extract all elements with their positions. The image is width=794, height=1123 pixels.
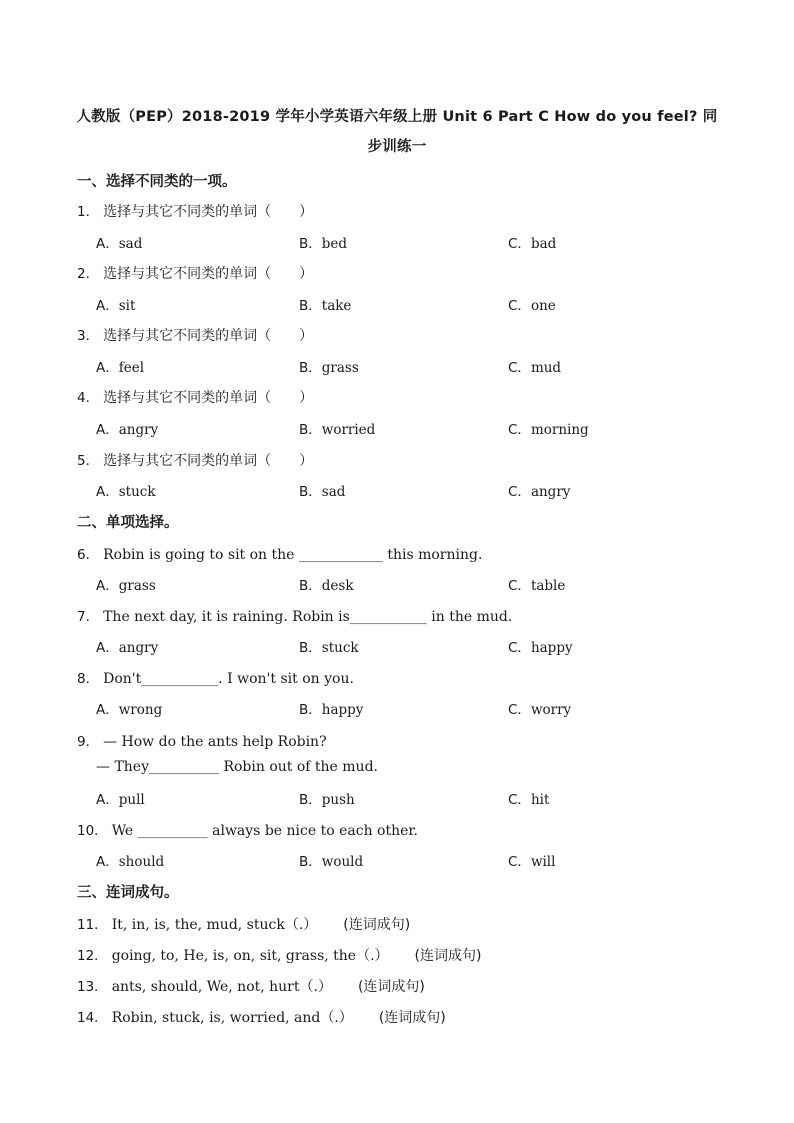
option-text: one — [530, 298, 556, 314]
option-text: sit — [118, 298, 136, 314]
option-b — [299, 418, 375, 438]
option-label: A． — [96, 360, 119, 376]
option-label: B． — [299, 484, 322, 500]
option-text: sad — [118, 236, 143, 252]
option-a — [96, 574, 156, 594]
option-label: C． — [508, 360, 531, 376]
question-stem: Robin, stuck, is, worried, and（.） — [111, 1010, 353, 1026]
option-a — [96, 480, 156, 500]
question-12 — [77, 944, 481, 965]
option-text: happy — [321, 702, 364, 718]
option-text: morning — [530, 422, 589, 438]
question-8 — [77, 667, 354, 687]
question-1 — [77, 200, 313, 221]
option-c — [508, 232, 556, 252]
option-label: B． — [299, 298, 322, 314]
option-label: C． — [508, 422, 531, 438]
option-a — [96, 232, 142, 252]
option-text: bad — [530, 236, 557, 252]
option-text: angry — [118, 640, 159, 656]
option-text: would — [321, 854, 364, 870]
option-label: B． — [299, 792, 322, 808]
option-text: stuck — [118, 484, 156, 500]
option-label: B． — [299, 360, 322, 376]
option-label: C． — [508, 578, 531, 594]
section-heading-3: 三、连词成句。 — [77, 885, 179, 901]
question-4 — [77, 386, 313, 407]
option-b — [299, 574, 354, 594]
question-stem: 选择与其它不同类的单词（ ） — [103, 204, 314, 220]
option-text: bed — [321, 236, 348, 252]
option-a — [96, 294, 135, 314]
option-text: stuck — [321, 640, 359, 656]
question-14 — [77, 1006, 446, 1027]
option-label: A． — [96, 854, 119, 870]
question-7 — [77, 605, 512, 625]
question-9-line-2: — They__________ Robin out of the mud. — [96, 759, 378, 775]
option-label: B． — [299, 236, 322, 252]
option-a — [96, 356, 144, 376]
question-number: 13． — [77, 979, 108, 995]
question-stem: The next day, it is raining. Robin is___________ in the mud. — [103, 609, 513, 625]
option-label: B． — [299, 578, 322, 594]
question-number: 1． — [77, 204, 100, 220]
question-3 — [77, 324, 313, 345]
option-label: C． — [508, 702, 531, 718]
question-11 — [77, 913, 410, 934]
option-text: take — [321, 298, 352, 314]
question-number: 9． — [77, 734, 100, 750]
option-text: grass — [118, 578, 156, 594]
question-stem: 选择与其它不同类的单词（ ） — [103, 266, 314, 282]
option-text: desk — [321, 578, 354, 594]
option-label: B． — [299, 422, 322, 438]
option-a — [96, 850, 164, 870]
question-13 — [77, 975, 425, 996]
option-b — [299, 698, 363, 718]
option-text: pull — [118, 792, 145, 808]
option-label: C． — [508, 640, 531, 656]
option-text: wrong — [118, 702, 163, 718]
option-text: angry — [530, 484, 571, 500]
option-b — [299, 232, 347, 252]
option-label: A． — [96, 640, 119, 656]
option-c — [508, 636, 573, 656]
option-label: C． — [508, 792, 531, 808]
question-stem: going, to, He, is, on, sit, grass, the（.） — [111, 948, 389, 964]
question-number: 5． — [77, 453, 100, 469]
option-label: A． — [96, 484, 119, 500]
option-a — [96, 698, 162, 718]
option-label: B． — [299, 640, 322, 656]
option-label: C． — [508, 484, 531, 500]
question-stem: It, in, is, the, mud, stuck（.） — [111, 917, 318, 933]
option-a — [96, 636, 158, 656]
instruction-note: (连词成句) — [343, 917, 411, 933]
option-text: worried — [321, 422, 376, 438]
question-number: 11． — [77, 917, 108, 933]
option-text: table — [530, 578, 566, 594]
question-number: 14． — [77, 1010, 108, 1026]
option-b — [299, 636, 359, 656]
question-stem: 选择与其它不同类的单词（ ） — [103, 328, 314, 344]
question-stem: Don't___________. I won't sit on you. — [103, 671, 354, 687]
option-c — [508, 698, 571, 718]
option-a — [96, 788, 145, 808]
option-text: worry — [530, 702, 572, 718]
option-text: happy — [530, 640, 573, 656]
option-label: C． — [508, 854, 531, 870]
question-stem: We __________ always be nice to each other. — [111, 823, 418, 839]
question-number: 7． — [77, 609, 100, 625]
question-9 — [77, 730, 327, 750]
option-c — [508, 788, 549, 808]
section-heading-1: 一、选择不同类的一项。 — [77, 174, 237, 190]
question-10 — [77, 819, 418, 839]
question-stem: 选择与其它不同类的单词（ ） — [103, 453, 314, 469]
option-b — [299, 480, 345, 500]
title-line-2: 步训练一 — [367, 139, 427, 155]
option-c — [508, 850, 555, 870]
worksheet-title — [60, 102, 734, 162]
question-number: 3． — [77, 328, 100, 344]
title-line-1: 人教版（PEP）2018-2019 学年小学英语六年级上册 Unit 6 Part C How do you feel? 同 — [76, 109, 718, 125]
question-stem: Robin is going to sit on the ____________ this morning. — [103, 547, 483, 563]
option-label: A． — [96, 422, 119, 438]
option-label: B． — [299, 854, 322, 870]
option-c — [508, 294, 556, 314]
option-label: A． — [96, 236, 119, 252]
section-heading-2: 二、单项选择。 — [77, 515, 179, 531]
instruction-note: (连词成句) — [357, 979, 425, 995]
option-c — [508, 418, 589, 438]
question-6 — [77, 543, 482, 563]
option-text: push — [321, 792, 355, 808]
option-text: grass — [321, 360, 359, 376]
option-label: A． — [96, 578, 119, 594]
question-number: 12． — [77, 948, 108, 964]
question-number: 6． — [77, 547, 100, 563]
option-c — [508, 574, 565, 594]
question-number: 2． — [77, 266, 100, 282]
instruction-note: (连词成句) — [378, 1010, 446, 1026]
question-stem: 选择与其它不同类的单词（ ） — [103, 390, 314, 406]
option-label: C． — [508, 236, 531, 252]
option-b — [299, 850, 363, 870]
option-text: angry — [118, 422, 159, 438]
option-text: mud — [530, 360, 562, 376]
option-text: hit — [530, 792, 550, 808]
option-label: A． — [96, 792, 119, 808]
question-number: 10． — [77, 823, 108, 839]
option-b — [299, 788, 355, 808]
option-label: A． — [96, 702, 119, 718]
option-text: will — [530, 854, 556, 870]
option-label: A． — [96, 298, 119, 314]
instruction-note: (连词成句) — [414, 948, 482, 964]
option-text: should — [118, 854, 165, 870]
option-c — [508, 356, 561, 376]
question-stem: ants, should, We, not, hurt（.） — [111, 979, 332, 995]
question-number: 4． — [77, 390, 100, 406]
option-label: B． — [299, 702, 322, 718]
option-text: feel — [118, 360, 145, 376]
option-text: sad — [321, 484, 346, 500]
option-c — [508, 480, 570, 500]
question-stem: — How do the ants help Robin? — [103, 734, 327, 750]
option-b — [299, 294, 351, 314]
option-a — [96, 418, 158, 438]
option-label: C． — [508, 298, 531, 314]
question-5 — [77, 449, 313, 470]
question-2 — [77, 262, 313, 283]
option-b — [299, 356, 359, 376]
question-number: 8． — [77, 671, 100, 687]
